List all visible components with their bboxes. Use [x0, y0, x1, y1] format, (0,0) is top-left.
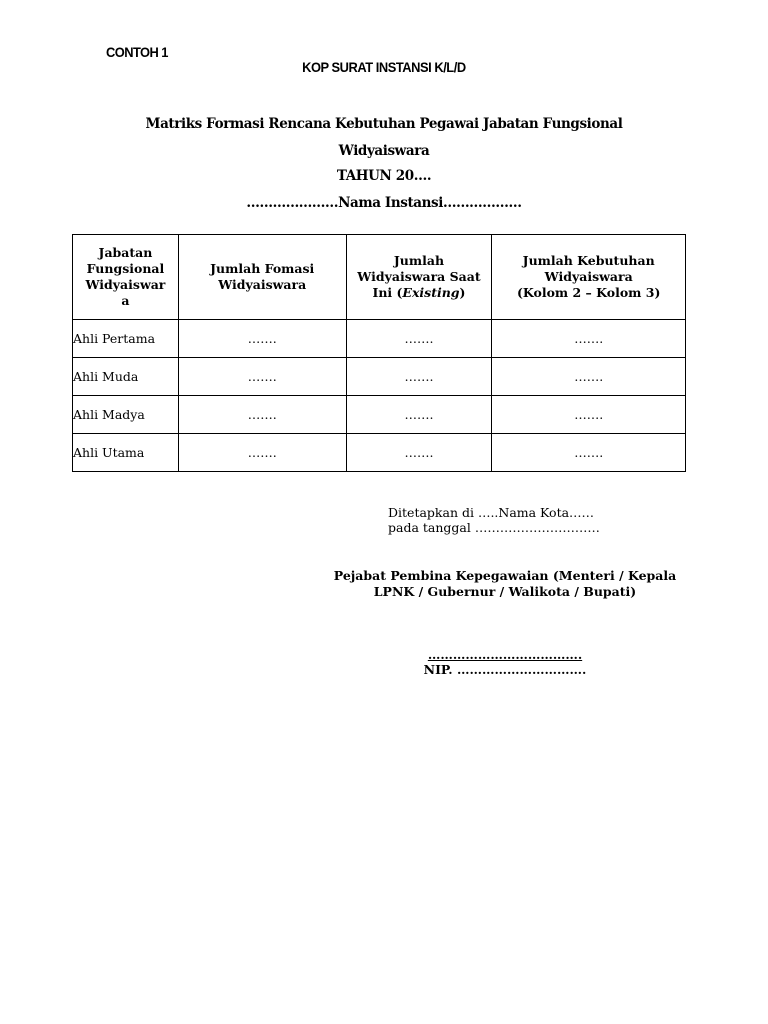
pada-tanggal: pada tanggal …………………………	[388, 520, 600, 535]
ditetapkan-di: Ditetapkan di …..Nama Kota……	[388, 505, 595, 520]
header-col2-line: Jumlah Fomasi	[210, 261, 315, 276]
cell-jumlah-kebutuhan: …….	[492, 320, 686, 358]
row-label-ahli-pertama: Ahli Pertama	[73, 320, 179, 358]
pejabat-pembina	[300, 568, 710, 600]
nip-field: NIP. ………………………….	[423, 662, 587, 677]
row-label-ahli-muda: Ahli Muda	[73, 358, 179, 396]
kop-surat-heading	[0, 59, 768, 75]
header-col1-line: Fungsional	[86, 261, 165, 276]
table-row	[73, 396, 686, 434]
header-col3-line: Jumlah	[393, 253, 445, 268]
cell-jumlah-saat-ini: …….	[346, 396, 492, 434]
kop-surat-text: KOP SURAT INSTANSI K/L/D	[302, 59, 466, 75]
table-row	[73, 320, 686, 358]
document-title-line2: Widyaiswara	[338, 143, 430, 159]
table-row	[73, 358, 686, 396]
cell-jumlah-formasi: …….	[178, 320, 346, 358]
header-jabatan-fungsional	[73, 235, 179, 320]
header-col4-line: Widyaiswara	[544, 269, 633, 284]
row-label-ahli-madya: Ahli Madya	[73, 396, 179, 434]
document-title-line1: Matriks Formasi Rencana Kebutuhan Pegawai Jabatan Fungsional	[145, 116, 623, 132]
header-jumlah-formasi	[178, 235, 346, 320]
header-col3-pre: Ini (	[372, 285, 403, 300]
document-title-year: TAHUN 20….	[336, 168, 432, 184]
table-header-row	[73, 235, 686, 320]
header-col1-line: Jabatan	[98, 245, 153, 260]
pejabat-line1: Pejabat Pembina Kepegawaian (Menteri / Kepala	[333, 568, 677, 583]
header-col3-existing: Existing	[402, 285, 460, 300]
cell-jumlah-formasi: …….	[178, 396, 346, 434]
header-col4-line: (Kolom 2 – Kolom 3)	[517, 285, 661, 300]
cell-jumlah-kebutuhan: …….	[492, 358, 686, 396]
header-jumlah-kebutuhan	[492, 235, 686, 320]
pejabat-line2: LPNK / Gubernur / Walikota / Bupati)	[373, 584, 637, 599]
document-title-instansi: …………………Nama Instansi………………	[246, 195, 522, 211]
cell-jumlah-formasi: …….	[178, 434, 346, 472]
cell-jumlah-saat-ini: …….	[346, 320, 492, 358]
header-jumlah-saat-ini	[346, 235, 492, 320]
header-col4-line: Jumlah Kebutuhan	[522, 253, 655, 268]
header-col3-post: )	[459, 285, 466, 300]
table-row	[73, 434, 686, 472]
header-col1-line: a	[121, 293, 130, 308]
cell-jumlah-kebutuhan: …….	[492, 434, 686, 472]
cell-jumlah-saat-ini: …….	[346, 434, 492, 472]
header-col3-line	[347, 285, 492, 301]
contoh-label: CONTOH 1	[106, 44, 168, 60]
cell-jumlah-saat-ini: …….	[346, 358, 492, 396]
cell-jumlah-formasi: …….	[178, 358, 346, 396]
cell-jumlah-kebutuhan: …….	[492, 396, 686, 434]
signature-line: ……………………………….	[427, 647, 583, 662]
formation-matrix-table	[72, 234, 686, 472]
header-col2-line: Widyaiswara	[218, 277, 307, 292]
header-col3-line: Widyaiswara Saat	[357, 269, 481, 284]
header-col1-line: Widyaiswar	[85, 277, 166, 292]
row-label-ahli-utama: Ahli Utama	[73, 434, 179, 472]
